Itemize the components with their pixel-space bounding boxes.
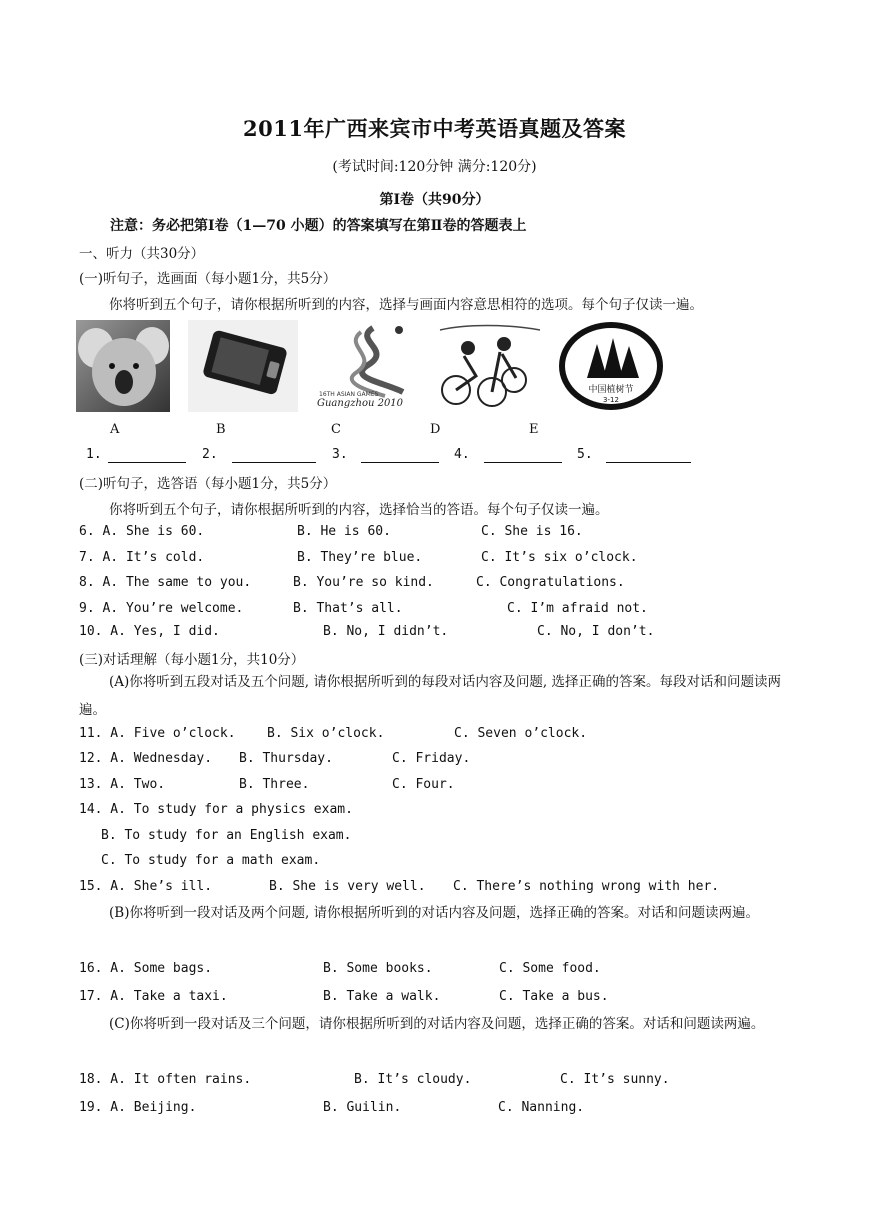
option-c: C. Seven o’clock.	[454, 726, 588, 741]
option-b: B. No, I didn’t.	[323, 624, 449, 639]
question-6: 6. A. She is 60.	[79, 524, 205, 539]
option-b: B. She is very well.	[269, 879, 426, 894]
option-b: B. Six o’clock.	[267, 726, 385, 741]
option-c: C. It’s sunny.	[560, 1072, 670, 1087]
option-b: B. Guilin.	[323, 1100, 402, 1115]
asian-games-line1: 16TH ASIAN GAMES	[319, 391, 379, 398]
question-13: 13. A. Two.	[79, 777, 166, 792]
option-b: B. Some books.	[323, 961, 433, 976]
option-c: C. I’m afraid not.	[507, 601, 648, 616]
question-18: 18. A. It often rains.	[79, 1072, 252, 1087]
option-b: B. They’re blue.	[297, 550, 423, 565]
question-9: 9. A. You’re welcome.	[79, 601, 244, 616]
option-c: C. She is 16.	[481, 524, 583, 539]
question-7: 7. A. It’s cold.	[79, 550, 205, 565]
blank-number: 5.	[577, 447, 593, 462]
option-b: B. You’re so kind.	[293, 575, 434, 590]
option-b: B. Three.	[239, 777, 310, 792]
mobile-phone-picture	[188, 320, 298, 412]
option-c: C. Take a bus.	[499, 989, 609, 1004]
question-14: 14. A. To study for a physics exam.	[79, 802, 353, 817]
option-b: B. He is 60.	[297, 524, 391, 539]
blank-number: 2.	[202, 447, 218, 462]
question-16: 16. A. Some bags.	[79, 961, 213, 976]
option-c: C. There’s nothing wrong with her.	[453, 879, 720, 894]
section-heading-pictures: (一)听句子，选画面（每小题1分，共5分）	[79, 271, 337, 287]
option-c: C. No, I don’t.	[537, 624, 655, 639]
page-title: 2011年广西来宾市中考英语真题及答案	[243, 116, 626, 141]
picture-label-a: A	[110, 422, 120, 437]
answer-blank	[232, 462, 316, 463]
question-15: 15. A. She’s ill.	[79, 879, 213, 894]
answer-blank	[108, 462, 186, 463]
section-instruction-responses: 你将听到五个句子，请你根据所听到的内容，选择恰当的答语。每个句子仅读一遍。	[109, 502, 609, 518]
question-8: 8. A. The same to you.	[79, 575, 252, 590]
answer-blank	[606, 462, 691, 463]
arbor-day-date: 3-12	[603, 396, 619, 404]
option-b: B. That’s all.	[293, 601, 403, 616]
section-instruction-dialogues-b: (B)你将听到一段对话及两个问题, 请你根据所听到的对话内容及问题，选择正确的答案。对话和问题读两遍。	[109, 905, 760, 921]
answer-blank	[361, 462, 439, 463]
section-heading-responses: (二)听句子，选答语（每小题1分，共5分）	[79, 476, 337, 492]
option-c: C. It’s six o’clock.	[481, 550, 638, 565]
picture-label-d: D	[430, 422, 441, 437]
arbor-day-logo	[557, 320, 665, 412]
koala-picture	[76, 320, 170, 412]
asian-games-logo	[313, 320, 433, 412]
question-11: 11. A. Five o’clock.	[79, 726, 236, 741]
blank-number: 1.	[86, 447, 102, 462]
option-b: B. Thursday.	[239, 751, 333, 766]
answer-blank	[484, 462, 562, 463]
question-12: 12. A. Wednesday.	[79, 751, 213, 766]
section-heading-listening: 一、听力（共30分）	[79, 246, 205, 262]
section-instruction-dialogues-a: (A)你将听到五段对话及五个问题, 请你根据所听到的每段对话内容及问题, 选择正确的答案。每段对话和问题读两遍。	[79, 674, 781, 718]
blank-number: 4.	[454, 447, 470, 462]
part-heading: 第Ⅰ卷（共90分）	[379, 192, 490, 208]
question-17: 17. A. Take a taxi.	[79, 989, 228, 1004]
picture-label-c: C	[331, 422, 341, 437]
option-c: C. To study for a math exam.	[101, 853, 321, 868]
option-c: C. Some food.	[499, 961, 601, 976]
question-10: 10. A. Yes, I did.	[79, 624, 220, 639]
section-instruction-pictures: 你将听到五个句子，请你根据所听到的内容，选择与画面内容意思相符的选项。每个句子仅读一遍。	[109, 297, 703, 313]
picture-label-e: E	[529, 422, 539, 437]
question-19: 19. A. Beijing.	[79, 1100, 197, 1115]
exam-note: 注意：务必把第Ⅰ卷（1—70 小题）的答案填写在第Ⅱ卷的答题表上	[110, 218, 527, 234]
arbor-day-label: 中国植树节	[588, 385, 634, 395]
cyclists-drawing	[436, 320, 544, 412]
option-c: C. Four.	[392, 777, 455, 792]
option-b: B. Take a walk.	[323, 989, 441, 1004]
section-heading-dialogues: (三)对话理解（每小题1分，共10分）	[79, 652, 305, 668]
section-instruction-dialogues-c: (C)你将听到一段对话及三个问题，请你根据所听到的对话内容及问题，选择正确的答案。对话和问题读两遍。	[109, 1016, 765, 1032]
asian-games-line2: Guangzhou 2010	[317, 398, 404, 409]
option-b: B. It’s cloudy.	[354, 1072, 472, 1087]
option-b: B. To study for an English exam.	[101, 828, 352, 843]
option-c: C. Friday.	[392, 751, 471, 766]
picture-label-b: B	[216, 422, 226, 437]
blank-number: 3.	[332, 447, 348, 462]
option-c: C. Congratulations.	[476, 575, 625, 590]
option-c: C. Nanning.	[498, 1100, 585, 1115]
exam-subtitle: (考试时间:120分钟 满分:120分)	[332, 159, 537, 175]
